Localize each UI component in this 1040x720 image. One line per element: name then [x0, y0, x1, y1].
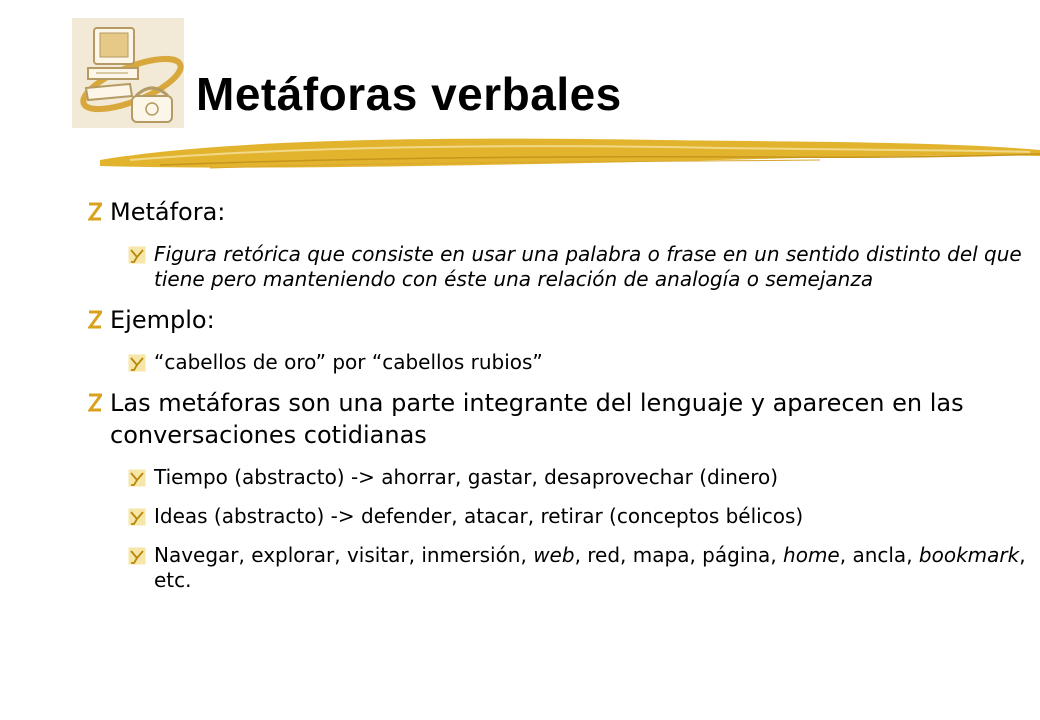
bullet-text: Ejemplo:	[110, 306, 215, 334]
bullet-item	[88, 196, 1028, 228]
bullet-text: Las metáforas son una parte integrante del lenguaje y aparecen en las conversaciones cotidianas	[110, 389, 964, 449]
sub-bullet-text: Navegar, explorar, visitar, inmersión,	[154, 543, 534, 567]
sub-bullet-text: , ancla,	[839, 543, 919, 567]
level2-bullet-icon	[128, 547, 146, 565]
bullet-list	[88, 196, 1028, 593]
slide-title: Metáforas verbales	[196, 68, 622, 120]
sub-bullet-text: , red, mapa, página,	[574, 543, 784, 567]
bullet-item	[88, 387, 1028, 451]
bullet-text: Metáfora:	[110, 198, 226, 226]
level1-bullet-icon	[88, 306, 102, 330]
level2-bullet-icon	[128, 354, 146, 372]
sub-bullet-item	[88, 504, 1028, 529]
sub-bullet-item	[88, 242, 1028, 292]
level1-bullet-icon	[88, 389, 102, 413]
sub-bullet-item	[88, 350, 1028, 375]
bullet-item	[88, 304, 1028, 336]
level2-bullet-icon	[128, 246, 146, 264]
sub-bullet-text: Ideas (abstracto) -> defender, atacar, retirar (conceptos bélicos)	[154, 504, 804, 528]
sub-bullet-text: Figura retórica que consiste en usar una palabra o frase en un sentido distinto del que tiene pero manteniendo con éste una relación de analogía o semejanza	[154, 242, 1022, 291]
sub-bullet-text: Tiempo (abstracto) -> ahorrar, gastar, desaprovechar (dinero)	[154, 465, 779, 489]
level1-bullet-icon	[88, 198, 102, 222]
sub-bullet-text: bookmark	[918, 543, 1020, 567]
sub-bullet-item	[88, 465, 1028, 490]
computer-clipart-icon	[72, 18, 184, 128]
sub-bullet-item	[88, 543, 1028, 593]
sub-bullet-text: home	[783, 543, 840, 567]
title-underline-stroke	[100, 132, 1040, 182]
sub-bullet-text: web	[533, 543, 575, 567]
sub-bullet-text: “cabellos de oro” por “cabellos rubios”	[154, 350, 543, 374]
level2-bullet-icon	[128, 508, 146, 526]
sub-bullet-text: , etc.	[154, 543, 1026, 592]
level2-bullet-icon	[128, 469, 146, 487]
